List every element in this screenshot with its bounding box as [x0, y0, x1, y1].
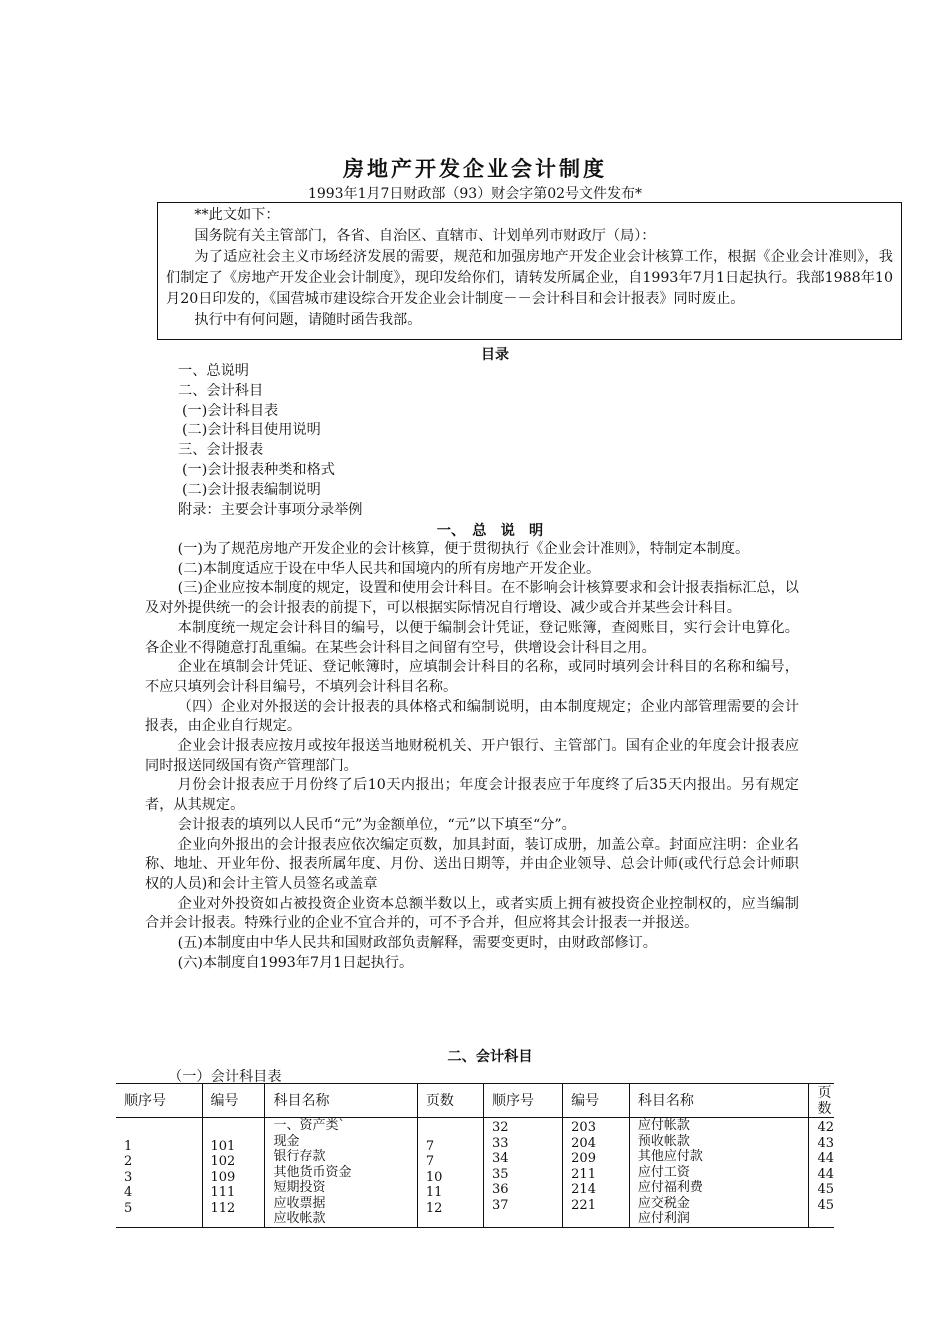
table-cell — [211, 1123, 265, 1139]
column-header: 科目名称 — [265, 1084, 417, 1118]
table-cell: 应交税金 — [637, 1195, 690, 1211]
paragraph: 企业对外投资如占被投资企业资本总额半数以上，或者实质上拥有被投资企业控制权的，应当编制合并会计报表。特殊行业的企业不宜合并的，可不予合并，但应将其会计报表一并报送。 — [145, 895, 799, 932]
right-code-cell — [563, 1118, 630, 1228]
paragraph: (二)本制度适应于设在中华人民共和国境内的所有房地产开发企业。 — [177, 560, 601, 577]
table-cell: 32 — [491, 1120, 509, 1135]
table-cell: 应付利润 — [637, 1211, 690, 1226]
table-cell: 应收帐款 — [273, 1211, 326, 1226]
column-header: 科目名称 — [629, 1084, 809, 1118]
paragraph: (五)本制度由中华人民共和国财政部负责解释，需要变更时，由财政部修订。 — [177, 935, 657, 952]
table-cell: 现金 — [273, 1133, 300, 1149]
left-name-cell — [265, 1118, 417, 1228]
table-cell: 43 — [817, 1135, 834, 1151]
table-cell: 7 — [425, 1138, 435, 1154]
table-row — [116, 1118, 834, 1228]
table-cell: 45 — [817, 1182, 834, 1197]
toc-item: 三、会计报表 — [178, 442, 264, 459]
table-cell: 211 — [571, 1166, 596, 1182]
table-cell: 应付福利费 — [637, 1180, 703, 1195]
notice-box — [157, 202, 902, 340]
table-cell: 1 — [124, 1138, 133, 1154]
column-header: 顺序号 — [116, 1084, 202, 1118]
table-cell: 102 — [210, 1154, 236, 1169]
table-cell: 109 — [210, 1169, 236, 1185]
table-cell: 34 — [491, 1151, 509, 1166]
table-cell: 2 — [124, 1154, 133, 1169]
paragraph: 会计报表的填列以人民币“元”为金额单位，“元”以下填至“分”。 — [177, 816, 576, 833]
table-cell: 银行存款 — [273, 1149, 326, 1164]
table-cell — [426, 1123, 483, 1139]
toc-item: (二)会计科目使用说明 — [182, 422, 321, 439]
table-cell: 12 — [425, 1200, 443, 1216]
table-cell: 其他应付款 — [637, 1149, 703, 1164]
table-cell: 37 — [491, 1197, 509, 1213]
section1-body — [145, 540, 799, 973]
column-header: 页数 — [809, 1084, 834, 1118]
paragraph: （四）企业对外报送的会计报表的具体格式和编制说明，由本制度规定；企业内部管理需要的会计报表，由企业自行规定。 — [145, 698, 799, 735]
section2-subheading: （一）会计科目表 — [168, 1069, 282, 1085]
left-seq-cell — [116, 1118, 202, 1228]
notice-recipients: 国务院有关主管部门，各省、自治区、直辖市、计划单列市财政厅（局）： — [194, 228, 656, 244]
column-header: 编号 — [202, 1084, 265, 1118]
right-page-cell — [809, 1118, 834, 1228]
paragraph: 企业在填制会计凭证、登记帐簿时，应填制会计科目的名称，或同时填列会计科目的名称和编号，不应只填列会计科目编号，不填列会计科目名称。 — [145, 659, 799, 695]
table-cell: 35 — [491, 1166, 509, 1182]
paragraph: 企业会计报表应按月或按年报送当地财税机关、开户银行、主管部门。国有企业的年度会计报表应同时报送同级国有资产管理部门。 — [145, 738, 799, 774]
toc-item: (一)会计报表种类和格式 — [182, 461, 335, 478]
left-code-cell — [202, 1118, 265, 1228]
table-cell: 应收票据 — [273, 1195, 326, 1211]
section2-heading: 二、会计科目 — [447, 1049, 533, 1065]
paragraph: (六)本制度自1993年7月1日起执行。 — [177, 954, 414, 971]
right-seq-cell — [483, 1118, 562, 1228]
table-cell: 一、资产类` — [273, 1118, 345, 1133]
table-cell: 3 — [124, 1169, 133, 1185]
table-cell: 应付工资 — [637, 1164, 690, 1180]
table-cell: 短期投资 — [273, 1180, 326, 1195]
table-cell: 111 — [210, 1185, 236, 1200]
document-title: 房地产开发企业会计制度 — [343, 157, 607, 181]
paragraph: 月份会计报表应于月份终了后10天内报出；年度会计报表应于年度终了后35天内报出。另有规定者，从其规定。 — [145, 777, 799, 814]
table-cell: 112 — [210, 1200, 236, 1216]
column-header: 页数 — [417, 1084, 483, 1118]
table-cell: 11 — [425, 1185, 443, 1200]
table-cell: 预收帐款 — [637, 1133, 690, 1149]
table-of-contents — [178, 362, 362, 520]
table-cell: 33 — [491, 1135, 509, 1151]
table-cell: 5 — [124, 1200, 133, 1216]
table-cell: 221 — [571, 1197, 596, 1213]
notice-body: 为了适应社会主义市场经济发展的需要，规范和加强房地产开发企业会计核算工作，根据《企业会计准则》，我们制定了《房地产开发企业会计制度》，现印发给你们，请转发所属企业，自1993年7月1日起执行。我部1988年10月20日印发的，《国营城市建设综合开发企业会计制度－－会计科目和会计报表》同时废止。 — [166, 249, 893, 307]
paragraph: 本制度统一规定会计科目的编号，以便于编制会计凭证，登记账簿，查阅账目，实行会计电算化。各企业不得随意打乱重编。在某些会计科目之间留有空号，供增设会计科目之用。 — [145, 619, 799, 656]
table-cell: 应付帐款 — [637, 1118, 690, 1133]
toc-item: 一、总说明 — [178, 363, 249, 379]
notice-intro: **此文如下： — [194, 207, 280, 223]
table-cell: 204 — [571, 1135, 596, 1151]
paragraph: (一)为了规范房地产开发企业的会计核算，便于贯彻执行《企业会计准则》，特制定本制度。 — [177, 541, 750, 557]
table-cell: 10 — [425, 1169, 443, 1185]
toc-item: 附录：主要会计事项分录举例 — [178, 501, 363, 518]
table-cell: 36 — [491, 1182, 509, 1197]
toc-heading: 目录 — [481, 347, 509, 363]
document-subtitle: 1993年1月7日财政部（93）财会字第02号文件发布* — [307, 186, 643, 202]
table-cell: 44 — [817, 1151, 834, 1166]
column-header: 顺序号 — [483, 1084, 562, 1118]
table-cell: 其他货币资金 — [273, 1164, 352, 1180]
column-header: 编号 — [563, 1084, 630, 1118]
table-cell: 101 — [210, 1138, 236, 1154]
toc-item: 二、会计科目 — [178, 382, 264, 399]
account-table — [116, 1083, 834, 1228]
toc-item: (一)会计科目表 — [182, 402, 279, 419]
table-cell — [124, 1123, 202, 1139]
table-cell: 7 — [425, 1154, 435, 1169]
table-cell: 214 — [571, 1182, 596, 1197]
paragraph: (三)企业应按本制度的规定，设置和使用会计科目。在不影响会计核算要求和会计报表指标汇总，以及对外提供统一的会计报表的前提下，可以根据实际情况自行增设、减少或合并某些会计科目。 — [145, 580, 799, 617]
table-cell: 4 — [124, 1185, 133, 1200]
table-cell: 44 — [817, 1166, 834, 1182]
left-page-cell — [417, 1118, 483, 1228]
table-cell: 45 — [817, 1197, 834, 1213]
section1-heading: 一、 总 说 明 — [436, 523, 544, 539]
table-cell: 42 — [817, 1120, 834, 1135]
paragraph: 企业向外报出的会计报表应依次编定页数，加具封面，装订成册，加盖公章。封面应注明：企业名称、地址、开业年份、报表所属年度、月份、送出日期等，并由企业领导、总会计师(或代行总会计师职权的人员)和会计主管人员签名或盖章 — [145, 836, 799, 892]
notice-closing: 执行中有何问题，请随时函告我部。 — [194, 312, 422, 328]
table-cell: 209 — [571, 1151, 596, 1166]
table-header-row — [116, 1084, 834, 1118]
right-name-cell — [629, 1118, 809, 1228]
toc-item: (二)会计报表编制说明 — [182, 481, 321, 498]
table-cell: 203 — [571, 1120, 596, 1135]
